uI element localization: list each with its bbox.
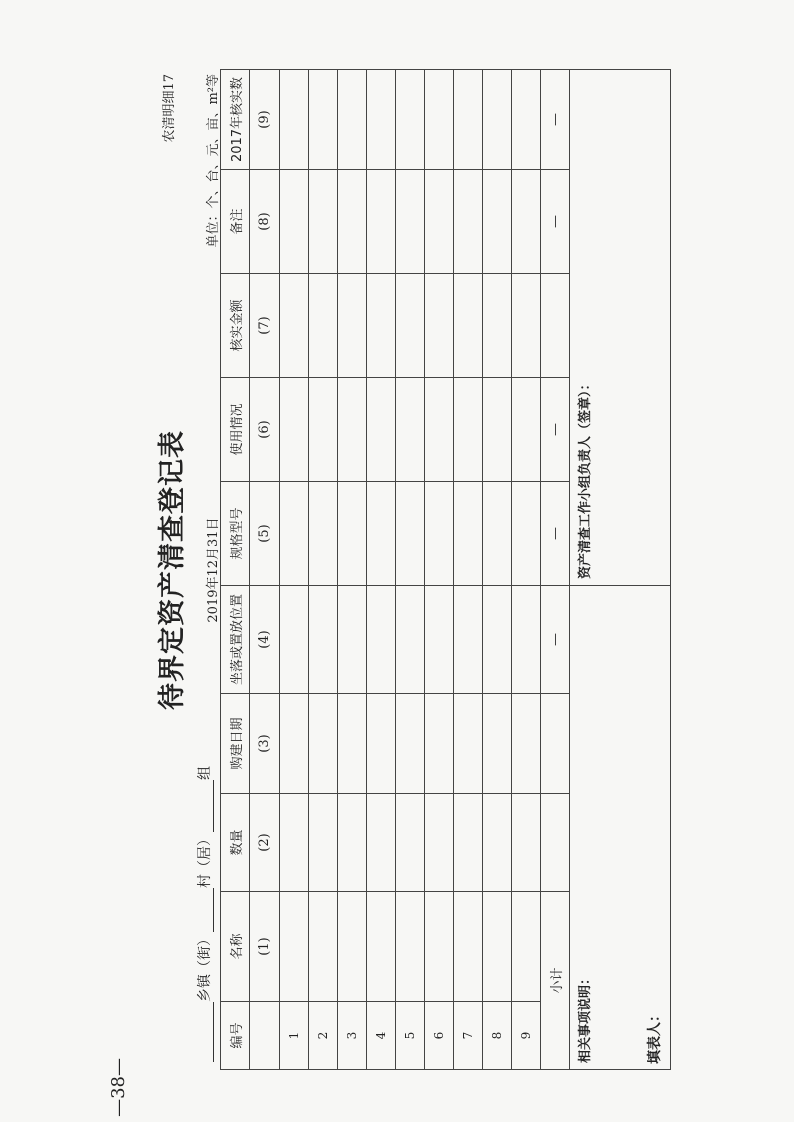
- entry-cell[interactable]: [396, 482, 425, 586]
- column-number: [250, 1002, 280, 1070]
- column-number: (6): [250, 378, 280, 482]
- entry-cell[interactable]: [280, 482, 309, 586]
- subtotal-location-cell: —: [541, 586, 570, 694]
- report-date: 2019年12月31日: [206, 517, 221, 623]
- column-number: (4): [250, 586, 280, 694]
- entry-cell[interactable]: [454, 586, 483, 694]
- row-number: 4: [367, 1002, 396, 1070]
- header-cell: 规格型号: [221, 482, 250, 586]
- unit-note: 单位：个、台、元、亩、m²等: [206, 74, 221, 248]
- entry-cell[interactable]: [280, 794, 309, 892]
- form-sheet: [150, 70, 670, 1070]
- entry-cell[interactable]: [309, 482, 338, 586]
- row-number: 3: [338, 1002, 367, 1070]
- data-rows: [280, 70, 541, 1070]
- column-number: (2): [250, 794, 280, 892]
- entry-cell[interactable]: [309, 170, 338, 274]
- entry-cell[interactable]: [483, 482, 512, 586]
- filler-label: 填表人：: [647, 1008, 663, 1064]
- entry-cell[interactable]: [425, 378, 454, 482]
- column-number: (9): [250, 70, 280, 170]
- entry-cell[interactable]: [483, 170, 512, 274]
- header-cell: 购建日期: [221, 694, 250, 794]
- entry-cell[interactable]: [512, 794, 541, 892]
- header-cell: 核实金额: [221, 274, 250, 378]
- header-cell: 坐落或置放位置: [221, 586, 250, 694]
- subtotal-date-cell: [541, 694, 570, 794]
- row-number: 8: [483, 1002, 512, 1070]
- subtotal-remark-cell: —: [541, 170, 570, 274]
- entry-cell[interactable]: [367, 892, 396, 1002]
- table-row: [338, 70, 367, 1070]
- entry-cell[interactable]: [483, 70, 512, 170]
- row-number: 9: [512, 1002, 541, 1070]
- table-row: [309, 70, 338, 1070]
- column-number: (3): [250, 694, 280, 794]
- header-row: [221, 70, 250, 1070]
- entry-cell[interactable]: [309, 378, 338, 482]
- subtotal-amount-cell[interactable]: [541, 274, 570, 378]
- entry-cell[interactable]: [483, 794, 512, 892]
- entry-cell[interactable]: [483, 274, 512, 378]
- table-row: [367, 70, 396, 1070]
- table-row: [425, 70, 454, 1070]
- entry-cell[interactable]: [512, 274, 541, 378]
- subtotal-spec-cell: —: [541, 482, 570, 586]
- entry-cell[interactable]: [338, 274, 367, 378]
- entry-cell[interactable]: [338, 378, 367, 482]
- entry-cell[interactable]: [280, 892, 309, 1002]
- entry-cell[interactable]: [454, 274, 483, 378]
- entry-cell[interactable]: [512, 482, 541, 586]
- entry-cell[interactable]: [367, 378, 396, 482]
- entry-cell[interactable]: [512, 70, 541, 170]
- entry-cell[interactable]: [367, 482, 396, 586]
- entry-cell[interactable]: [454, 482, 483, 586]
- header-cell: 编号: [221, 1002, 250, 1070]
- notes-row: [570, 70, 671, 1070]
- table-row: [512, 70, 541, 1070]
- entry-cell[interactable]: [483, 892, 512, 1002]
- entry-cell[interactable]: [483, 694, 512, 794]
- entry-cell[interactable]: [338, 694, 367, 794]
- subtotal-2017-cell: —: [541, 70, 570, 170]
- entry-cell[interactable]: [309, 70, 338, 170]
- entry-cell[interactable]: [280, 70, 309, 170]
- entry-cell[interactable]: [425, 274, 454, 378]
- entry-cell[interactable]: [338, 170, 367, 274]
- entry-cell[interactable]: [454, 170, 483, 274]
- entry-cell[interactable]: [425, 170, 454, 274]
- row-number: 5: [396, 1002, 425, 1070]
- entry-cell[interactable]: [338, 794, 367, 892]
- row-number: 2: [309, 1002, 338, 1070]
- entry-cell[interactable]: [512, 378, 541, 482]
- ref-code: 农清明细17: [162, 74, 177, 143]
- entry-cell[interactable]: [309, 794, 338, 892]
- header-cell: 备注: [221, 170, 250, 274]
- entry-cell[interactable]: [338, 586, 367, 694]
- entry-cell[interactable]: [512, 586, 541, 694]
- subtotal-usage-cell: —: [541, 378, 570, 482]
- entry-cell[interactable]: [454, 694, 483, 794]
- entry-cell[interactable]: [367, 274, 396, 378]
- entry-cell[interactable]: [512, 694, 541, 794]
- header-cell: 数量: [221, 794, 250, 892]
- entry-cell[interactable]: [309, 586, 338, 694]
- entry-cell[interactable]: [483, 378, 512, 482]
- entry-cell[interactable]: [338, 482, 367, 586]
- entry-cell[interactable]: [425, 482, 454, 586]
- entry-cell[interactable]: [280, 586, 309, 694]
- entry-cell[interactable]: [425, 892, 454, 1002]
- page-number: —38—: [108, 1058, 129, 1117]
- entry-cell[interactable]: [396, 274, 425, 378]
- entry-cell[interactable]: [309, 274, 338, 378]
- asset-register-table: [220, 69, 671, 1070]
- entry-cell[interactable]: [396, 794, 425, 892]
- subtotal-label: 小计: [541, 892, 570, 1070]
- entry-cell[interactable]: [280, 378, 309, 482]
- entry-cell[interactable]: [280, 274, 309, 378]
- entry-cell[interactable]: [425, 794, 454, 892]
- entry-cell[interactable]: [483, 586, 512, 694]
- document-title: 待界定资产清查登记表: [157, 430, 188, 710]
- entry-cell[interactable]: [367, 694, 396, 794]
- entry-cell[interactable]: [396, 694, 425, 794]
- header-cell: 名称: [221, 892, 250, 1002]
- entry-cell[interactable]: [425, 70, 454, 170]
- table-row: [454, 70, 483, 1070]
- signature-cell[interactable]: 资产清查工作小组负责人（签章）：: [570, 70, 671, 586]
- column-number: (1): [250, 892, 280, 1002]
- header-cell: 2017年核实数: [221, 70, 250, 170]
- subtotal-qty-cell[interactable]: [541, 794, 570, 892]
- column-number: (5): [250, 482, 280, 586]
- notes-cell[interactable]: 相关事项说明：: [570, 586, 671, 1070]
- village-label: 村（居）: [197, 832, 213, 888]
- header-cell: 使用情况: [221, 378, 250, 482]
- entry-cell[interactable]: [396, 378, 425, 482]
- column-number: (7): [250, 274, 280, 378]
- row-number: 6: [425, 1002, 454, 1070]
- row-number: 7: [454, 1002, 483, 1070]
- entry-cell[interactable]: [425, 694, 454, 794]
- entry-cell[interactable]: [396, 70, 425, 170]
- entry-cell[interactable]: [512, 892, 541, 1002]
- entry-cell[interactable]: [454, 378, 483, 482]
- entry-cell[interactable]: [338, 892, 367, 1002]
- column-number-row: [250, 70, 280, 1070]
- table-row: [483, 70, 512, 1070]
- entry-cell[interactable]: [512, 170, 541, 274]
- column-number: (8): [250, 170, 280, 274]
- entry-cell[interactable]: [396, 586, 425, 694]
- township-label: 乡镇（街）: [197, 932, 213, 1002]
- entry-cell[interactable]: [454, 892, 483, 1002]
- table-row: [396, 70, 425, 1070]
- table-row: [280, 70, 309, 1070]
- entry-cell[interactable]: [367, 586, 396, 694]
- entry-cell[interactable]: [309, 892, 338, 1002]
- subtotal-row: [541, 70, 570, 1070]
- row-number: 1: [280, 1002, 309, 1070]
- entry-cell[interactable]: [425, 586, 454, 694]
- entry-cell[interactable]: [309, 694, 338, 794]
- entry-cell[interactable]: [280, 694, 309, 794]
- entry-cell[interactable]: [367, 794, 396, 892]
- group-label: 组: [197, 766, 213, 780]
- entry-cell[interactable]: [396, 170, 425, 274]
- entry-cell[interactable]: [280, 170, 309, 274]
- entry-cell[interactable]: [454, 794, 483, 892]
- entry-cell[interactable]: [338, 70, 367, 170]
- entry-cell[interactable]: [396, 892, 425, 1002]
- entry-cell[interactable]: [367, 170, 396, 274]
- entry-cell[interactable]: [367, 70, 396, 170]
- entry-cell[interactable]: [454, 70, 483, 170]
